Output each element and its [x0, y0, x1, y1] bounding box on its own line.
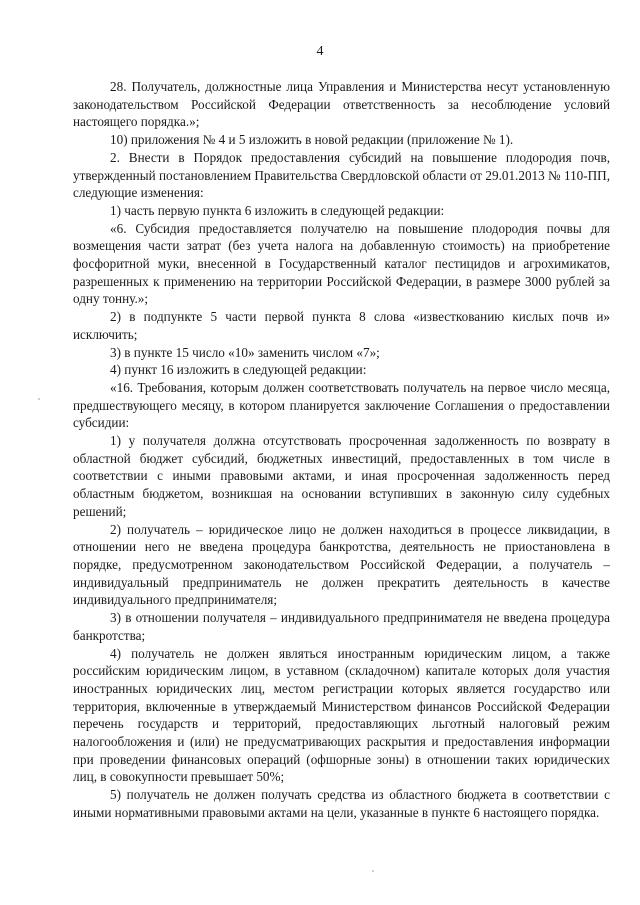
- paragraph: 28. Получатель, должностные лица Управления и Министерства несут установленную законодательством Российской Федерации ответственность за несоблюдение условий настоящего порядка.»;: [73, 79, 610, 130]
- page-number: 4: [316, 44, 324, 59]
- paragraph: «16. Требования, которым должен соответствовать получатель на первое число месяца, предшествующего месяцу, в котором планируется заключение Соглашения о предоставлении субсидии:: [73, 379, 610, 431]
- scan-speck: [38, 398, 40, 400]
- paragraph: 5) получатель не должен получать средства из областного бюджета в соответствии с иными нормативными правовыми актами на цели, указанные в пункте 6 настоящего порядка.: [73, 787, 610, 820]
- paragraph: 2) получатель – юридическое лицо не должен находиться в процессе ликвидации, в отношении него не введена процедура банкротства, деятельность не приостановлена в порядке, предусмотренном законодательством Российской Федерации, а получатель – индивидуальный предприниматель не должен прекратить деятельность в качестве индивидуального предпринимателя;: [73, 521, 610, 608]
- paragraph: 1) у получателя должна отсутствовать просроченная задолженность по возврату в областной бюджет субсидий, бюджетных инвестиций, предоставленных в том числе в соответствии с иными правовыми актами, и иная просроченная задолженность перед областным бюджетом, возникшая на основании вступивших в законную силу судебных решений;: [73, 433, 610, 519]
- document-body: [73, 78, 610, 822]
- paragraph: 1) часть первую пункта 6 изложить в следующей редакции:: [110, 202, 445, 218]
- paragraph: 4) пункт 16 изложить в следующей редакции:: [110, 362, 367, 378]
- scan-speck: [372, 870, 374, 872]
- paragraph: 4) получатель не должен являться иностранным юридическим лицом, а также российским юридическим лицом, в уставном (складочном) капитале которых доля участия иностранных юридических лиц, местом регистрации которых является государство или территория, включенные в утверждаемый Министерством финансов Российской Федерации перечень государств и территорий, предоставляющих льготный налоговый режим налогообложения и (или) не предусматривающих раскрытия и предоставления информации при проведении финансовых операций (офшорные зоны) в отношении таких юридических лиц, в совокупности превышает 50%;: [73, 645, 610, 785]
- paragraph: 3) в пункте 15 число «10» заменить числом «7»;: [110, 344, 380, 360]
- paragraph: «6. Субсидия предоставляется получателю на повышение плодородия почвы для возмещения части затрат (без учета налога на добавленную стоимость) на приобретение фосфоритной муки, внесенной в Государственный каталог пестицидов и агрохимикатов, разрешенных к применению на территории Российской Федерации, в размере 3000 рублей за одну тонну.»;: [73, 220, 610, 307]
- paragraph: 2. Внести в Порядок предоставления субсидий на повышение плодородия почв, утвержденный постановлением Правительства Свердловской области от 29.01.2013 № 110-ПП, следующие изменения:: [73, 149, 610, 201]
- paragraph: 10) приложения № 4 и 5 изложить в новой редакции (приложение № 1).: [110, 132, 514, 148]
- paragraph: 2) в подпункте 5 части первой пункта 8 слова «известкованию кислых почв и» исключить;: [73, 309, 610, 342]
- paragraph: 3) в отношении получателя – индивидуального предпринимателя не введена процедура банкротства;: [73, 610, 610, 643]
